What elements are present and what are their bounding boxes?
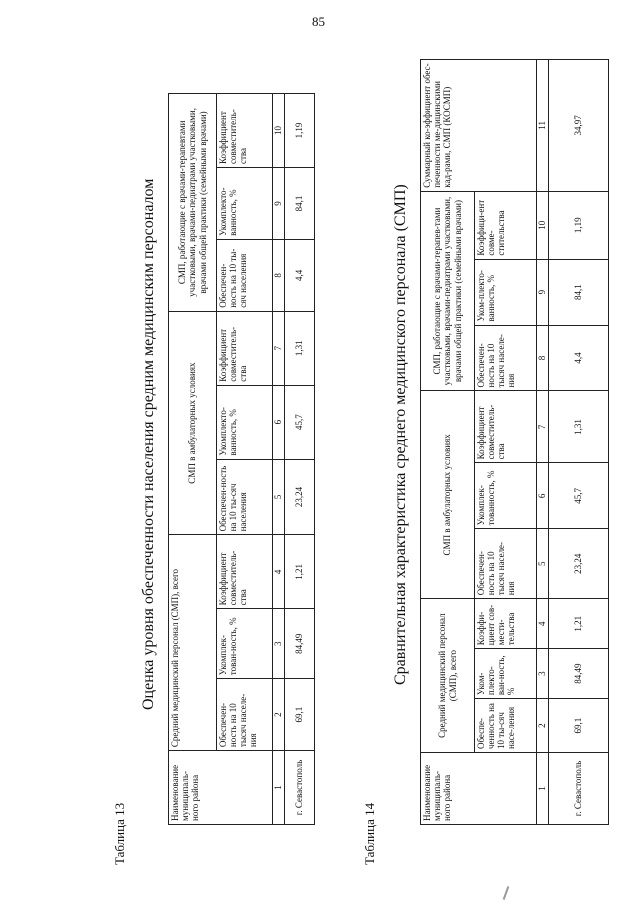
- page-number: 85: [312, 14, 325, 29]
- t13-colnum: 6: [273, 385, 285, 459]
- t13-header-provision-b: Обеспечен-ность на 10 ты-сяч населения: [217, 459, 273, 535]
- t14-cell: 45,7: [549, 463, 609, 529]
- table13-label: Таблица 13: [112, 802, 127, 865]
- t14-cell: 69,1: [549, 699, 609, 753]
- t13-header-group-a: Средний медицинский персонал (СМП), всего: [169, 535, 217, 751]
- t13-cell: 4,4: [285, 239, 315, 311]
- t14-colnum: 6: [537, 463, 549, 529]
- t13-header-provision-c: Обеспечен-ность на 10 ты-сяч населения: [217, 239, 273, 311]
- t13-colnum: 4: [273, 535, 285, 609]
- t14-colnum: 3: [537, 649, 549, 699]
- t14-header-municipality: Наименование муниципаль-ного района: [421, 753, 537, 825]
- t14-header-provision-a: Обеспе-ченность на 10 ты-сяч насе-ления: [475, 699, 537, 753]
- t13-cell: 1,21: [285, 535, 315, 609]
- t14-header-group-c: СМП, работающие с врачами-терапев-тами участковыми, врачами-педиатрами участковыми, врачами общей практики (семейными врачами): [421, 191, 475, 391]
- t13-colnum: 9: [273, 168, 285, 240]
- t14-colnum: 7: [537, 391, 549, 463]
- t14-header-staffing-b: Укомплек-тованность, %: [475, 463, 537, 529]
- t14-header-staffing-a: Уком-плекто-ван-ность, %: [475, 649, 537, 699]
- table-row: [285, 94, 315, 825]
- table13: [168, 93, 315, 825]
- t13-cell: 1,31: [285, 311, 315, 385]
- t13-header-staffing-c: Укомплекто-ванность, %: [217, 168, 273, 240]
- t14-cell: 34,97: [549, 60, 609, 192]
- t13-header-group-b: СМП в амбулаторных условиях: [169, 311, 217, 535]
- t14-header-group-b: СМП в амбулаторных условиях: [421, 391, 475, 599]
- t14-cell: 1,19: [549, 191, 609, 259]
- table-row: [549, 60, 609, 825]
- table14: [420, 59, 609, 825]
- t13-colnum: 5: [273, 459, 285, 535]
- t14-header-coefficient-c: Коэффици-ент совме-стительства: [475, 191, 537, 259]
- table14-label: Таблица 14: [362, 802, 377, 865]
- t13-header-staffing: Укомплек-тован-ность, %: [217, 609, 273, 679]
- t14-cell: 84,49: [549, 649, 609, 699]
- t14-header-group-a: Средний медицинский персонал (СМП), всего: [421, 599, 475, 753]
- t14-colnum: 2: [537, 699, 549, 753]
- t14-cell: 1,31: [549, 391, 609, 463]
- t13-cell: 84,1: [285, 168, 315, 240]
- t13-header-provision: Обеспечен-ность на 10 тысяч населе-ния: [217, 679, 273, 751]
- t14-colnum: 10: [537, 191, 549, 259]
- t13-header-coefficient-b: Коэффициент совместитель-ства: [217, 311, 273, 385]
- t14-row-name: г. Севастополь: [549, 753, 609, 825]
- t14-colnum: 5: [537, 529, 549, 599]
- table14-title: Сравнительная характеристика среднего медицинского персонала (СМП): [392, 184, 409, 685]
- t13-header-coefficient-c: Коэффициент совместитель-ства: [217, 94, 273, 168]
- t13-header-staffing-b: Укомплекто-ванность, %: [217, 385, 273, 459]
- t14-colnum: 9: [537, 259, 549, 325]
- t14-header-coefficient-a: Коэффи-циент сов-мести-тельства: [475, 599, 537, 649]
- t14-header-coefficient-b: Коэффициент совместитель-ства: [475, 391, 537, 463]
- t14-colnum: 11: [537, 60, 549, 192]
- t14-colnum: 8: [537, 325, 549, 391]
- t13-cell: 84,49: [285, 609, 315, 679]
- t13-colnum: 10: [273, 94, 285, 168]
- t14-cell: 4,4: [549, 325, 609, 391]
- t13-cell: 45,7: [285, 385, 315, 459]
- t14-header-provision-b: Обеспечен-ность на 10 тысяч населе-ния: [475, 529, 537, 599]
- t14-cell: 23,24: [549, 529, 609, 599]
- t13-row-name: г. Севастополь: [285, 751, 315, 825]
- t13-cell: 23,24: [285, 459, 315, 535]
- t14-colnum: 4: [537, 599, 549, 649]
- t13-header-group-c: СМП, работающие с врачами-терапевтами участковыми, врачами-педиатрами участковыми, врачами общей практики (семейными врачами): [169, 94, 217, 312]
- t13-colnum: 7: [273, 311, 285, 385]
- t13-colnum: 3: [273, 609, 285, 679]
- t14-header-staffing-c: Уком-плекто-ванность, %: [475, 259, 537, 325]
- t13-colnum: 8: [273, 239, 285, 311]
- t13-cell: 1,19: [285, 94, 315, 168]
- t14-header-summary: Суммарный ко-эффициент обес-печенности ме-дицинскими кад-рами, СМП (КОСМП): [421, 60, 537, 192]
- t13-header-municipality: Наименование муниципаль-ного района: [169, 751, 273, 825]
- t13-colnum: 1: [273, 751, 285, 825]
- t13-cell: 69,1: [285, 679, 315, 751]
- t14-header-provision-c: Обеспечен-ность на 10 тысяч населе-ния: [475, 325, 537, 391]
- t14-cell: 1,21: [549, 599, 609, 649]
- t13-colnum: 2: [273, 679, 285, 751]
- table13-title: Оценка уровня обеспеченности населения средним медицинским персоналом: [140, 178, 157, 710]
- t14-cell: 84,1: [549, 259, 609, 325]
- t13-header-coefficient: Коэффициент совместитель-ства: [217, 535, 273, 609]
- t14-colnum: 1: [537, 753, 549, 825]
